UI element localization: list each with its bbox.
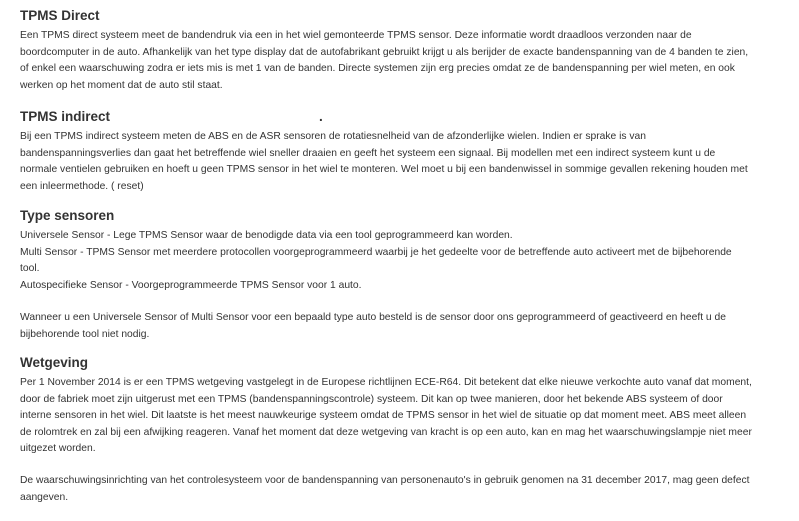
text-line: boordcomputer in de auto. Afhankelijk van het type display dat de autofabrikant gebruikt krijgt u als berijder de exacte bandenspanning van de 4 banden te zien, <box>20 46 749 58</box>
sensor-type-multi: Multi Sensor - TPMS Sensor met meerdere protocollen voorgeprogrammeerd waarbij je het gedeelte voor de betreffende auto activeert met de bijbehorende <box>20 246 732 258</box>
sensor-type-universal: Universele Sensor - Lege TPMS Sensor waar de benodigde data via een tool geprogrammeerd kan worden. <box>20 230 513 241</box>
paragraph-tpms-direct <box>20 28 748 94</box>
text-line: Wanneer u een Universele Sensor of Multi Sensor voor een bepaald type auto besteld is de sensor door ons geprogrammeerd of geactiveerd en heeft u de <box>20 312 726 323</box>
text-line: aangeven. <box>20 491 69 503</box>
text-line: interne sensoren in het wiel. Dit laatste is het meest nauwkeurige systeem omdat de TPMS sensor in het wiel de situatie op dat moment meet. ABS meet alleen <box>20 410 747 421</box>
paragraph-wetgeving <box>20 375 752 458</box>
text-line: bijbehorende tool niet nodig. <box>20 328 150 340</box>
heading-wetgeving: Wetgeving <box>20 355 89 370</box>
text-line: Een TPMS direct systeem meet de bandendruk via een in het wiel gemonteerde TPMS sensor. Deze informatie wordt draadloos verzonden naar de <box>20 30 692 41</box>
text-line: De waarschuwingsinrichting van het controlesysteem voor de bandenspanning van personenauto's in gebruik genomen na 31 december 2017, mag geen defect <box>20 475 750 486</box>
sensor-type-specific: Autospecifieke Sensor - Voorgeprogrammeerde TPMS Sensor voor 1 auto. <box>20 279 362 291</box>
heading-stray-dot: . <box>319 109 323 124</box>
paragraph-sensor-types <box>20 228 732 294</box>
text-line: bandenspanningsverlies dan gaat het betreffende wiel sneller draaien en geeft het systeem een signaal. Bij modellen met een indirect systeem kunt u de <box>20 147 716 159</box>
paragraph-order-note <box>20 310 726 343</box>
text-line: de rolomtrek en zal bij een afwijking reageren. Vanaf het moment dat deze wetgeving van kracht is op een auto, kan en mag het waarschuwingslampje niet meer <box>20 426 752 438</box>
text-line: werken op het moment dat de auto stil staat. <box>20 79 223 91</box>
text-line: een inleermethode. ( reset) <box>20 180 144 192</box>
text-line: normale ventielen gebruiken en hoeft u geen TPMS sensor in het wiel te monteren. Wel moet u bij een bandenwissel in sommige gevallen rekening houden met <box>20 164 748 175</box>
sensor-type-multi-cont: tool. <box>20 263 40 274</box>
heading-tpms-indirect <box>20 108 323 125</box>
paragraph-tpms-indirect <box>20 129 748 195</box>
text-line: Per 1 November 2014 is er een TPMS wetgeving vastgelegt in de Europese richtlijnen ECE-R64. Dit betekent dat elke nieuwe verkochte auto vanaf dat moment, <box>20 377 752 388</box>
heading-type-sensoren: Type sensoren <box>20 208 115 223</box>
text-line: Bij een TPMS indirect systeem meten de ABS en de ASR sensoren de rotatiesnelheid van de afzonderlijke wielen. Indien er sprake is van <box>20 131 646 142</box>
text-line: uitgezet worden. <box>20 443 96 454</box>
heading-tpms-direct: TPMS Direct <box>20 8 100 23</box>
text-line: of enkel een waarschuwing zodra er iets mis is met 1 van de banden. Directe systemen zijn erg precies omdat ze de bandenspanning per wiel meten, en ook <box>20 63 735 74</box>
paragraph-deadline-note <box>20 473 750 506</box>
text-line: door de fabriek moet zijn uitgerust met een TPMS (bandenspanningscontrole) systeem. Dit kan op twee manieren, door het bekende ABS systeem of door <box>20 393 723 405</box>
heading-text: TPMS indirect <box>20 109 111 124</box>
